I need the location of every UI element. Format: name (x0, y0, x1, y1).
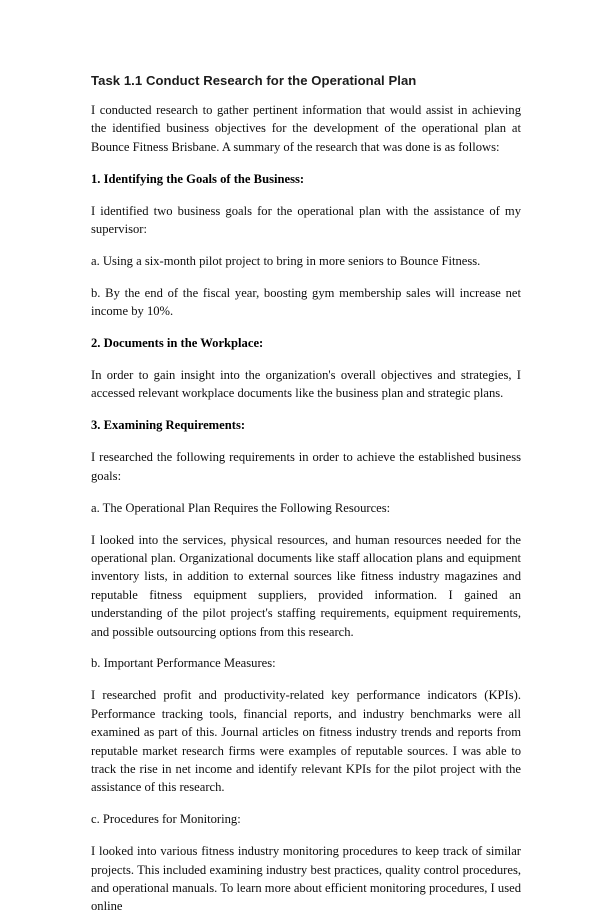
section-intro-requirements: I researched the following requirements in order to achieve the established business goals: (91, 450, 521, 483)
subsection-label-monitoring: c. Procedures for Monitoring: (91, 812, 241, 827)
intro-paragraph: I conducted research to gather pertinent information that would assist in achieving the identified business objectives for the development of the operational plan at Bounce Fitness Brisbane. A summary of the research that was done is as follows: (91, 103, 521, 154)
subsection-label-resources: a. The Operational Plan Requires the Following Resources: (91, 500, 391, 515)
subsection-label-performance-measures: b. Important Performance Measures: (91, 656, 276, 671)
section-heading-requirements: 3. Examining Requirements: (91, 418, 246, 433)
list-item: b. By the end of the fiscal year, boosting gym membership sales will increase net income by 10%. (91, 285, 521, 319)
subsection-body-performance-measures: I researched profit and productivity-related key performance indicators (KPIs). Performance tracking tools, financial reports, and industry benchmarks were all examined as part of this. Journal articles on fitness industry trends and reports from reputable market research firms were examples of reputable sources. I was able to track the rise in net income and identify relevant KPIs for the pilot project with the assistance of this research. (91, 688, 521, 795)
section-heading-goals: 1. Identifying the Goals of the Business: (91, 171, 305, 186)
subsection-body-monitoring: I looked into various fitness industry monitoring procedures to keep track of similar projects. This included examining industry best practices, quality control procedures, and operational manuals. To learn more about efficient monitoring procedures, I used online (91, 844, 521, 914)
page-title: Task 1.1 Conduct Research for the Operational Plan (91, 73, 417, 88)
list-item: a. Using a six-month pilot project to bring in more seniors to Bounce Fitness. (91, 253, 481, 268)
section-intro-goals: I identified two business goals for the operational plan with the assistance of my supervisor: (91, 203, 521, 237)
document-body (91, 73, 521, 916)
subsection-body-resources: I looked into the services, physical resources, and human resources needed for the operational plan. Organizational documents like staff allocation plans and equipment inventory lists, in addition to external sources like fitness industry magazines and reputable fitness equipment suppliers, provided information. I gained an understanding of the pilot project's staffing requirements, equipment requirements, and possible outsourcing options from this research. (91, 532, 521, 639)
section-body-documents: In order to gain insight into the organization's overall objectives and strategies, I accessed relevant workplace documents like the business plan and strategic plans. (91, 368, 521, 401)
section-heading-documents: 2. Documents in the Workplace: (91, 336, 264, 351)
